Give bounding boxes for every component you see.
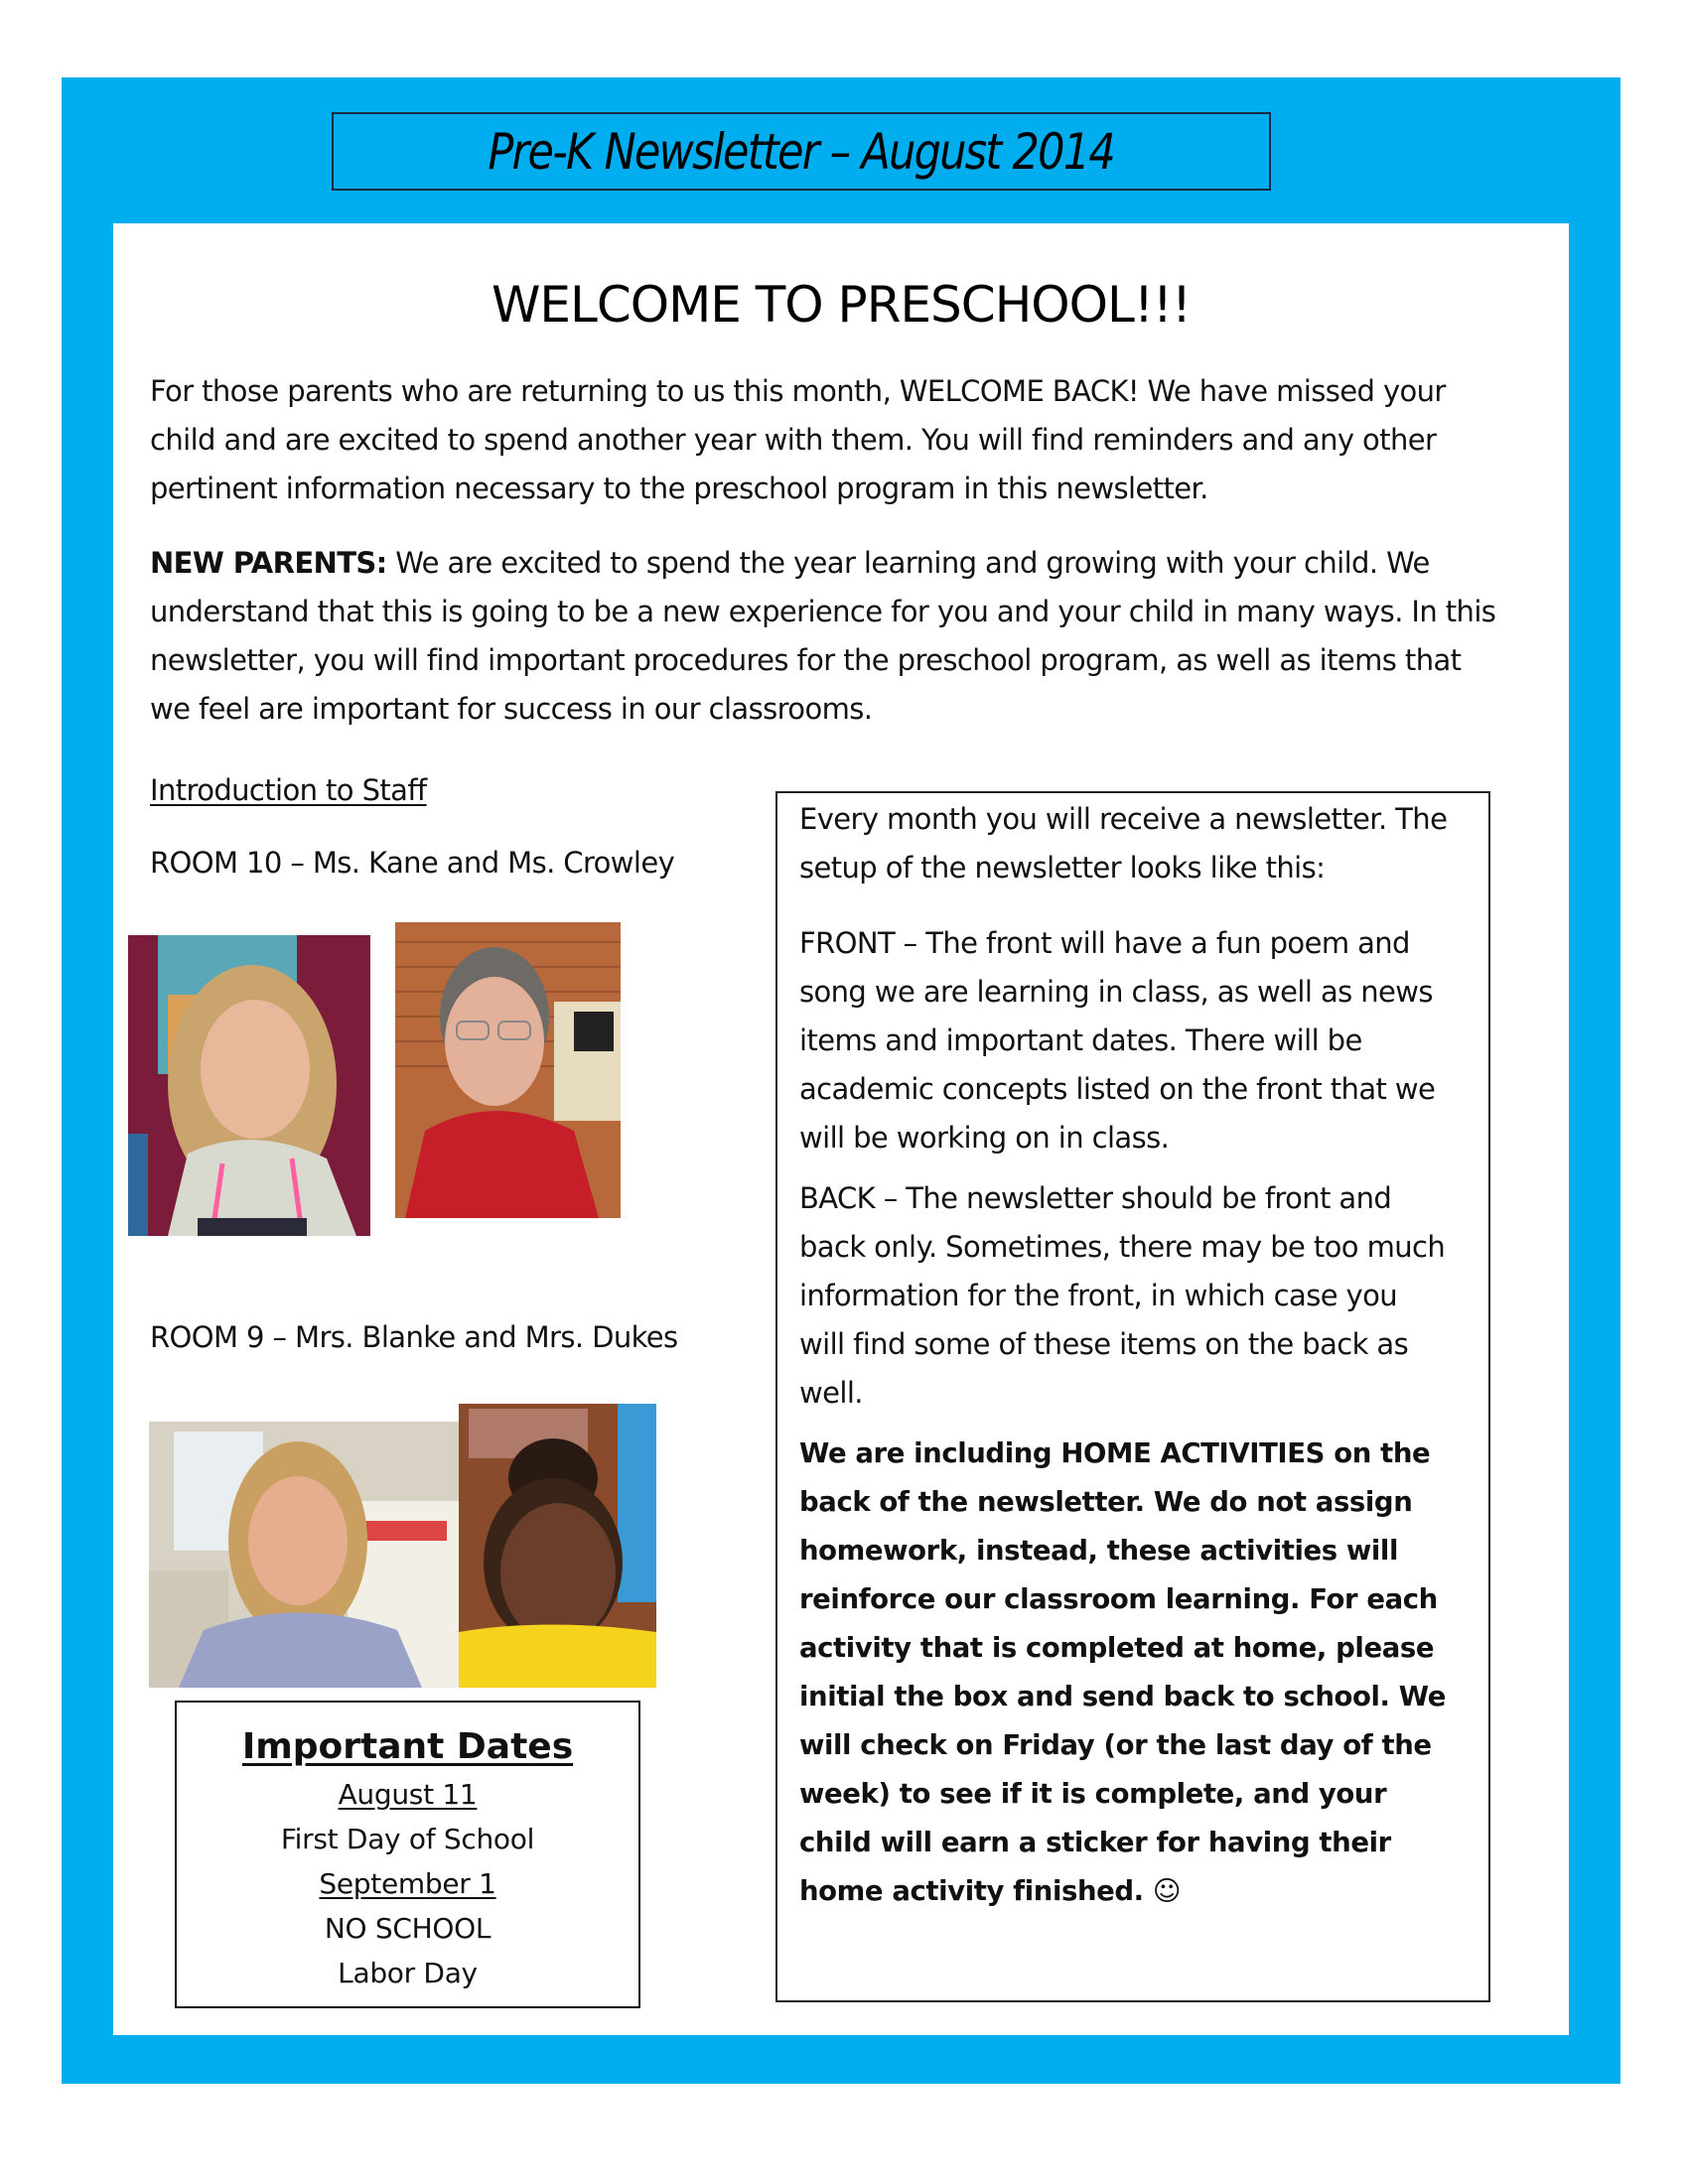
text-line: BACK – The newsletter should be front and [799,1181,1392,1215]
text-line: will check on Friday (or the last day of the [799,1729,1432,1761]
newsletter-title: Pre-K Newsletter – August 2014 [488,122,1115,181]
portrait-icon [149,1422,459,1688]
text-line: academic concepts listed on the front that we [799,1072,1436,1106]
event-first-day-of-school: First Day of School [280,1823,535,1855]
staff-section-title: Introduction to Staff [150,773,427,807]
text-line: child will earn a sticker for having their [799,1827,1391,1858]
date-september-1: September 1 [319,1867,496,1900]
intro-paragraph [150,367,1540,513]
event-no-school: NO SCHOOL [324,1912,492,1945]
text-line: activity that is completed at home, please [799,1632,1435,1664]
text-line: understand that this is going to be a new experience for you and your child in many ways. In this [150,595,1496,628]
portrait-icon [459,1404,656,1688]
staff-photo-ms-crowley [395,922,621,1218]
text-line: week) to see if it is complete, and your [799,1778,1387,1810]
text-line: reinforce our classroom learning. For each [799,1583,1438,1615]
text-line: initial the box and send back to school. We [799,1681,1446,1712]
date-august-11: August 11 [338,1778,478,1811]
new-parents-label: NEW PARENTS: [150,546,387,580]
text-line: newsletter, you will find important procedures for the preschool program, as well as items that [150,643,1462,677]
text-line: information for the front, in which case you [799,1279,1398,1312]
text-line: back only. Sometimes, there may be too much [799,1230,1446,1264]
text-line: homework, instead, these activities will [799,1535,1398,1567]
setup-paragraph [799,795,1484,892]
text-line: child and are excited to spend another year with them. You will find reminders and any other [150,423,1437,457]
room-9-label: ROOM 9 – Mrs. Blanke and Mrs. Dukes [150,1320,678,1354]
text-line: song we are learning in class, as well as news [799,975,1433,1009]
text-line: We are including HOME ACTIVITIES on the [799,1437,1431,1469]
newsletter-title-box [332,112,1271,191]
text-line: Every month you will receive a newsletter. The [799,802,1448,836]
important-dates-box [175,1701,640,2008]
back-paragraph [799,1174,1484,1418]
text-line: will be working on in class. [799,1121,1170,1155]
staff-photo-mrs-dukes [459,1404,656,1688]
new-parents-paragraph [150,539,1540,734]
text-line: well. [799,1376,863,1410]
text-line: items and important dates. There will be [799,1024,1362,1057]
portrait-icon [128,935,370,1236]
event-labor-day: Labor Day [338,1957,478,1989]
text-line [150,539,1540,588]
welcome-heading: WELCOME TO PRESCHOOL!!! [491,276,1191,334]
text-line: setup of the newsletter looks like this: [799,851,1326,885]
text-line: we feel are important for success in our classrooms. [150,692,873,726]
home-activities-paragraph [799,1430,1484,1916]
front-paragraph [799,919,1484,1162]
newsletter-setup-box [775,791,1490,2002]
important-dates-title: Important Dates [241,1726,574,1767]
text-line: back of the newsletter. We do not assign [799,1486,1413,1518]
room-10-label: ROOM 10 – Ms. Kane and Ms. Crowley [150,846,675,880]
text-fragment: We are excited to spend the year learning and growing with your child. We [386,546,1430,580]
staff-photo-ms-kane [128,935,370,1236]
text-line: FRONT – The front will have a fun poem and [799,926,1410,960]
portrait-icon [395,922,621,1218]
text-line: will find some of these items on the back as [799,1327,1409,1361]
text-line: pertinent information necessary to the preschool program in this newsletter. [150,472,1208,505]
text-line: home activity finished. ☺ [799,1875,1182,1907]
staff-photo-mrs-blanke [149,1422,459,1688]
text-line: For those parents who are returning to us this month, WELCOME BACK! We have missed your [150,374,1446,408]
